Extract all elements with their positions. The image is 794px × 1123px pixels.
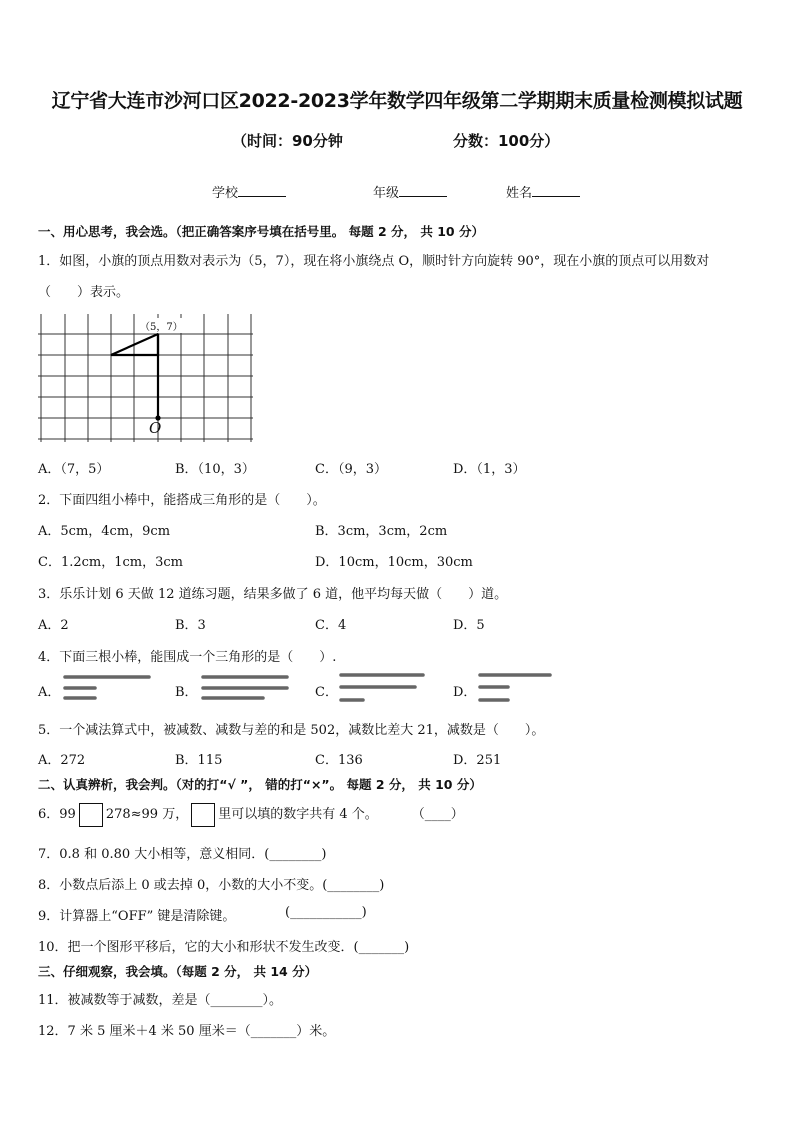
flag-vertex-label: （5，7） [140,318,183,333]
q6-box-1[interactable] [79,803,103,827]
exam-time: （时间：90分钟 [232,132,343,150]
q4-option-d[interactable]: D． [453,685,477,700]
q5-option-a[interactable]: A．272 [38,753,86,768]
q3-option-b[interactable]: B．3 [175,618,206,633]
q9-answer-blank[interactable]: (___________) [285,905,367,920]
q3-option-a[interactable]: A．2 [38,618,69,633]
q2-option-c[interactable]: C．1.2cm，1cm，3cm [38,555,183,570]
q5-text: 5．一个减法算式中，被减数、减数与差的和是 502，减数比差大 21，减数是（ ）。 [38,723,545,738]
q6-answer-blank[interactable]: （____） [411,807,464,822]
q4-option-b[interactable]: B． [175,685,198,700]
section3-heading: 三、仔细观察，我会填。（每题 2 分， 共 14 分） [38,964,318,979]
q4-text: 4．下面三根小棒，能围成一个三角形的是（ ）. [38,650,337,665]
name-field [506,182,580,201]
q9-text: 9．计算器上“OFF” 键是清除键。 [38,909,236,924]
q1-option-b[interactable]: B．（10，3） [175,462,255,477]
school-blank[interactable] [238,184,286,197]
q3-option-d[interactable]: D．5 [453,618,485,633]
q5-option-c[interactable]: C．136 [315,753,363,768]
section2-heading: 二、认真辨析，我会判。（对的打“√ ”， 错的打“×”。 每题 2 分， 共 10 分） [38,777,482,792]
q6-part1: 6．99 [38,807,76,822]
q4-option-a[interactable]: A． [38,685,61,700]
name-blank[interactable] [532,184,580,197]
q10-text: 10．把一个图形平移后，它的大小和形状不发生改变．(_______) [38,940,410,955]
q1-text-line1: 1．如图，小旗的顶点用数对表示为（5，7），现在将小旗绕点 O，顺时针方向旋转 90°，现在小旗的顶点可以用数对 [38,254,710,269]
q3-text: 3．乐乐计划 6 天做 12 道练习题，结果多做了 6 道，他平均每天做（ ）道。 [38,587,508,602]
exam-score: 分数：100分） [453,132,560,150]
q4-sticks-b [201,673,301,703]
q2-text: 2．下面四组小棒中，能搭成三角形的是（ ）。 [38,493,326,508]
q3-option-c[interactable]: C．4 [315,618,347,633]
q4-option-c[interactable]: C． [315,685,338,700]
section1-heading: 一、用心思考，我会选。（把正确答案序号填在括号里。 每题 2 分， 共 10 分） [38,224,484,239]
q2-option-d[interactable]: D．10cm，10cm，30cm [315,555,473,570]
school-label: 学校 [212,186,239,201]
q5-option-b[interactable]: B．115 [175,753,223,768]
q1-text-line2: （ ）表示。 [38,285,130,300]
q8-text: 8．小数点后添上 0 或去掉 0，小数的大小不变。(________) [38,878,385,893]
q1-option-a[interactable]: A．（7，5） [38,462,110,477]
grade-blank[interactable] [399,184,447,197]
q7-text: 7．0.8 和 0.80 大小相等，意义相同．(________) [38,847,327,862]
q4-sticks-a [63,673,163,703]
q6-part3: 里可以填的数字共有 4 个。 [218,807,378,822]
q4-sticks-c [339,671,439,705]
q6-part2: 278≈99 万， [105,807,189,822]
q6-row [38,802,464,828]
q2-option-b[interactable]: B．3cm，3cm，2cm [315,524,448,539]
q4-sticks-d [478,671,578,705]
q1-option-c[interactable]: C．（9，3） [315,462,387,477]
q1-grid-figure [38,314,258,444]
q5-option-d[interactable]: D．251 [453,753,502,768]
grade-label: 年级 [373,186,400,201]
page-title: 辽宁省大连市沙河口区2022-2023学年数学四年级第二学期期末质量检测模拟试题 [51,90,743,112]
q2-option-a[interactable]: A．5cm，4cm，9cm [38,524,171,539]
name-label: 姓名 [506,186,533,201]
q6-box-2[interactable] [191,803,215,827]
origin-label: O [149,419,162,437]
q12-text: 12．7 米 5 厘米＋4 米 50 厘米＝（_______）米。 [38,1024,336,1039]
q1-option-d[interactable]: D．（1，3） [453,462,526,477]
grade-field [373,182,447,201]
q11-text: 11．被减数等于减数，差是（________）。 [38,993,283,1008]
school-field [212,182,286,201]
